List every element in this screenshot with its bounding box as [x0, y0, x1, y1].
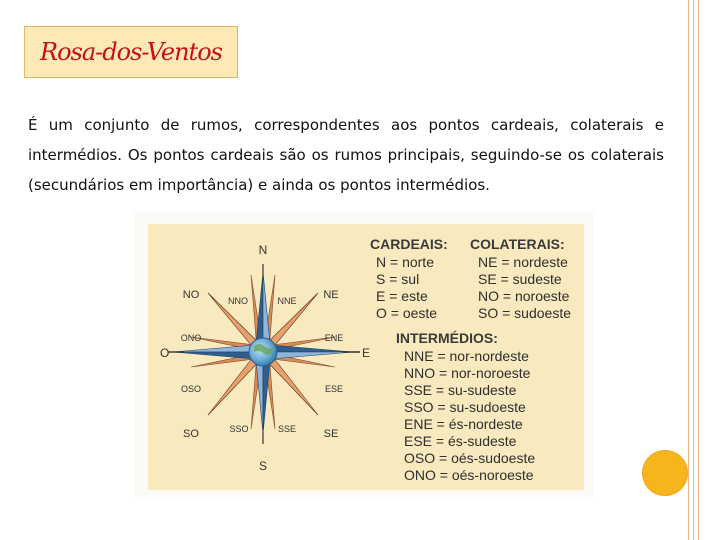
intermedios-item: ESE = és-sudeste: [404, 433, 517, 449]
figure-background: [148, 224, 584, 490]
label-oso: OSO: [180, 384, 202, 394]
title-box: [24, 26, 238, 78]
label-so: SO: [183, 428, 199, 440]
intermedios-heading: INTERMÉDIOS:: [396, 330, 498, 346]
label-se: SE: [323, 428, 339, 440]
colaterais-item: NE = nordeste: [478, 254, 568, 270]
cardeais-item: N = norte: [376, 254, 434, 270]
intermedios-item: ENE = és-nordeste: [404, 416, 523, 432]
page-title: Rosa-dos-Ventos: [40, 38, 222, 66]
label-e: E: [362, 346, 371, 360]
label-nno: NNO: [228, 296, 248, 306]
description-paragraph: É um conjunto de rumos, correspondentes aos pontos cardeais, colaterais e intermédios. Os pontos cardeais são os rumos principais, seguindo-se os colaterais (secundários em importância) e ainda os pontos intermédios.: [28, 116, 664, 194]
label-sso: SSO: [229, 424, 249, 434]
cardeais-heading: CARDEAIS:: [370, 236, 448, 252]
colaterais-item: SE = sudeste: [478, 271, 562, 287]
decorative-orange-circle: [642, 450, 688, 496]
label-s: S: [258, 459, 268, 473]
compass-rose: [148, 224, 378, 490]
label-sse: SSE: [277, 424, 297, 434]
cardeais-item: E = este: [376, 288, 428, 304]
slide-edge-decoration: [688, 0, 702, 540]
compass-rose-figure: [134, 212, 594, 497]
label-ono: ONO: [180, 333, 202, 343]
intermedios-item: SSE = su-sudeste: [404, 382, 517, 398]
label-ne: NE: [323, 289, 339, 301]
colaterais-item: NO = noroeste: [478, 288, 570, 304]
colaterais-heading: COLATERAIS:: [470, 236, 565, 252]
intermedios-item: OSO = oés-sudoeste: [404, 450, 536, 466]
label-n: N: [258, 243, 268, 257]
intermedios-item: NNO = nor-noroeste: [404, 365, 531, 381]
cardeais-item: O = oeste: [376, 305, 438, 321]
colaterais-item: SO = sudoeste: [478, 305, 572, 321]
intermedios-item: NNE = nor-nordeste: [404, 348, 529, 364]
label-ese: ESE: [324, 384, 344, 394]
intermedios-item: ONO = oés-noroeste: [404, 467, 534, 483]
label-o: O: [160, 346, 170, 360]
label-no: NO: [182, 289, 200, 301]
label-ene: ENE: [324, 333, 344, 343]
label-nne: NNE: [277, 296, 297, 306]
cardeais-item: S = sul: [376, 271, 420, 287]
intermedios-item: SSO = su-sudoeste: [404, 399, 526, 415]
